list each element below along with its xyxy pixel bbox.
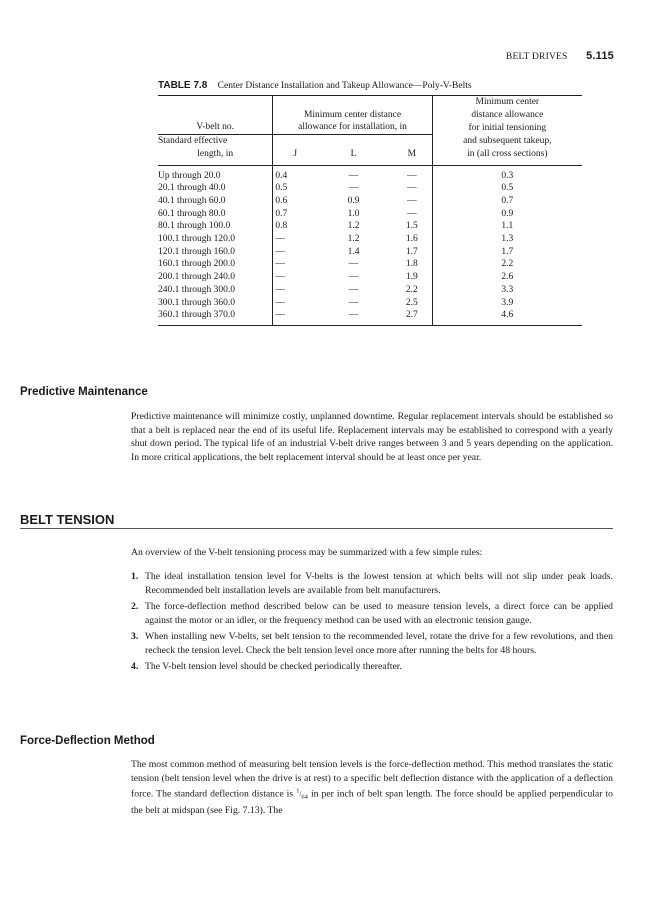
force-deflection-heading: Force-Deflection Method bbox=[20, 735, 155, 747]
row-takeup-cell: 1.7 bbox=[432, 246, 582, 259]
row-takeup-cell: 0.5 bbox=[432, 182, 582, 195]
table-body bbox=[158, 166, 582, 325]
row-length-cell: 160.1 through 200.0 bbox=[158, 259, 236, 270]
row-takeup-cell: 3.9 bbox=[432, 297, 582, 310]
row-l-cell: — bbox=[348, 272, 359, 283]
table-row bbox=[158, 220, 582, 233]
row-m-cell: 1.8 bbox=[405, 259, 418, 270]
predictive-paragraph: Predictive maintenance will minimize costly, unplanned downtime. Regular replacement intervals should be established so that a belt is replaced near the end of its useful life. Replacement intervals may be established to correspond with a yearly shut down period. The typical life of an industrial V-belt drive ranges between 3 and 5 years depending on the application. In more critical applications, the belt replacement interval should be at least once per year. bbox=[131, 411, 613, 463]
row-j-cell: 0.8 bbox=[273, 220, 315, 233]
col-header-m: M bbox=[407, 148, 417, 159]
table-row bbox=[158, 233, 582, 246]
min-center-header-line2: allowance for installation, in bbox=[273, 121, 432, 134]
col-header-j: J bbox=[273, 148, 315, 165]
row-length-cell: 60.1 through 80.0 bbox=[158, 208, 226, 219]
belt-no-header-line1: V-belt no. bbox=[158, 121, 273, 134]
table-row bbox=[158, 166, 582, 183]
tension-rules-list bbox=[131, 570, 613, 677]
row-j-cell: 0.7 bbox=[273, 208, 315, 221]
col-header-l: L bbox=[350, 148, 357, 159]
table-row bbox=[158, 258, 582, 271]
row-l-cell: 1.4 bbox=[347, 246, 360, 257]
table-bottom-rule bbox=[158, 325, 582, 326]
row-m-cell: — bbox=[407, 170, 417, 181]
list-item bbox=[131, 570, 613, 597]
row-m-cell: 1.9 bbox=[405, 272, 418, 283]
belt-tension-heading: BELT TENSION bbox=[20, 512, 613, 529]
row-l-cell: 0.9 bbox=[347, 195, 360, 206]
table-label: TABLE 7.8 bbox=[158, 80, 208, 91]
row-m-cell: 1.6 bbox=[405, 234, 418, 245]
row-length-cell: Up through 20.0 bbox=[158, 170, 221, 181]
takeup-header-line5: in (all cross sections) bbox=[432, 148, 582, 165]
row-length-cell: 200.1 through 240.0 bbox=[158, 272, 236, 283]
table-caption bbox=[158, 80, 472, 91]
force-deflection-text-1: The most common method of measuring belt tension levels is the force-deflection method. This method translates the static tension (belt tension level when the drive is at rest) to a specific belt deflection distance with the application of a deflection force. The standard deflection distance is bbox=[131, 759, 613, 800]
table-row bbox=[158, 182, 582, 195]
belt-tension-intro: An overview of the V-belt tensioning process may be summarized with a few simple rules: bbox=[131, 547, 483, 558]
running-head bbox=[506, 50, 614, 62]
rule-text: The V-belt tension level should be checked periodically thereafter. bbox=[145, 661, 402, 672]
takeup-header-line4: and subsequent takeup, bbox=[432, 135, 582, 148]
row-takeup-cell: 0.3 bbox=[432, 166, 582, 183]
row-m-cell: — bbox=[407, 208, 417, 219]
takeup-header-line3: for initial tensioning bbox=[432, 121, 582, 134]
takeup-header-line1: Minimum center bbox=[432, 96, 582, 109]
row-length-cell: 20.1 through 40.0 bbox=[158, 183, 226, 194]
table-row bbox=[158, 284, 582, 297]
table-row bbox=[158, 195, 582, 208]
row-length-cell: 80.1 through 100.0 bbox=[158, 221, 231, 232]
row-j-cell: — bbox=[273, 271, 315, 284]
fraction-numerator: 1 bbox=[296, 788, 300, 795]
row-j-cell: — bbox=[273, 297, 315, 310]
row-length-cell: 240.1 through 300.0 bbox=[158, 284, 236, 295]
force-deflection-paragraph bbox=[131, 758, 613, 818]
row-l-cell: — bbox=[348, 170, 359, 181]
rule-number: 2. bbox=[131, 601, 139, 612]
belt-no-header-line3: length, in bbox=[197, 148, 234, 159]
rule-text: The ideal installation tension level for V-belts is the lowest tension at which belts will not slip under peak loads. Recommended belt installation levels are available from belt manufacturers. bbox=[145, 571, 613, 596]
predictive-heading: Predictive Maintenance bbox=[20, 386, 148, 398]
rule-text: The force-deflection method described below can be used to measure tension levels, a direct force can be applied against the motor or an idler, or the frequency method can be used with an electronic tension gauge. bbox=[145, 601, 613, 626]
running-head-section: BELT DRIVES bbox=[505, 52, 568, 62]
row-takeup-cell: 4.6 bbox=[432, 309, 582, 325]
row-length-cell: 360.1 through 370.0 bbox=[158, 310, 236, 321]
table-row bbox=[158, 208, 582, 221]
force-deflection-text-2: in per inch of belt span length. The force should be applied perpendicular to the belt at midspan (see Fig. 7.13). The bbox=[131, 788, 614, 817]
row-j-cell: — bbox=[273, 246, 315, 259]
belt-no-header-line2: Standard effective bbox=[158, 136, 228, 147]
row-j-cell: 0.5 bbox=[273, 182, 315, 195]
row-length-cell: 120.1 through 160.0 bbox=[158, 246, 236, 257]
row-j-cell: 0.4 bbox=[273, 166, 315, 183]
fraction-denominator: 64 bbox=[301, 793, 308, 801]
belt-table bbox=[158, 95, 582, 326]
row-m-cell: 2.7 bbox=[405, 310, 418, 321]
row-m-cell: — bbox=[407, 195, 417, 206]
row-length-cell: 100.1 through 120.0 bbox=[158, 234, 236, 245]
row-j-cell: 0.6 bbox=[273, 195, 315, 208]
row-m-cell: 1.5 bbox=[405, 221, 418, 232]
row-length-cell: 300.1 through 360.0 bbox=[158, 297, 236, 308]
rule-number: 3. bbox=[131, 631, 139, 642]
list-item bbox=[131, 630, 613, 657]
table-row bbox=[158, 271, 582, 284]
row-takeup-cell: 1.3 bbox=[432, 233, 582, 246]
page-number: 5.115 bbox=[586, 50, 614, 62]
table-row bbox=[158, 246, 582, 259]
row-l-cell: 1.2 bbox=[347, 221, 360, 232]
row-length-cell: 40.1 through 60.0 bbox=[158, 195, 226, 206]
row-takeup-cell: 2.6 bbox=[432, 271, 582, 284]
row-l-cell: 1.2 bbox=[347, 234, 360, 245]
row-j-cell: — bbox=[273, 233, 315, 246]
row-takeup-cell: 0.9 bbox=[432, 208, 582, 221]
list-item bbox=[131, 660, 613, 674]
row-l-cell: — bbox=[348, 297, 359, 308]
row-l-cell: — bbox=[348, 310, 359, 321]
rule-number: 4. bbox=[131, 661, 139, 672]
table-row bbox=[158, 297, 582, 310]
row-l-cell: — bbox=[348, 183, 359, 194]
row-l-cell: — bbox=[348, 284, 359, 295]
belt-data-table bbox=[158, 96, 582, 325]
list-item bbox=[131, 600, 613, 627]
row-takeup-cell: 1.1 bbox=[432, 220, 582, 233]
rule-number: 1. bbox=[131, 571, 139, 582]
takeup-header-line2: distance allowance bbox=[432, 109, 582, 122]
row-l-cell: 1.0 bbox=[347, 208, 360, 219]
table-title: Center Distance Installation and Takeup Allowance—Poly-V-Belts bbox=[217, 81, 472, 91]
table-row bbox=[158, 309, 582, 325]
row-m-cell: 2.2 bbox=[405, 284, 418, 295]
row-j-cell: — bbox=[273, 284, 315, 297]
row-takeup-cell: 2.2 bbox=[432, 258, 582, 271]
min-center-header-line1: Minimum center distance bbox=[273, 109, 432, 122]
rule-text: When installing new V-belts, set belt tension to the recommended level, rotate the drive for a few revolutions, and then recheck the tension level. Check the belt tension level once more after running the belts for 48 hours. bbox=[145, 631, 613, 656]
row-takeup-cell: 3.3 bbox=[432, 284, 582, 297]
deflection-fraction: $^1/_{64}$ bbox=[296, 788, 308, 801]
row-j-cell: — bbox=[273, 309, 315, 325]
row-m-cell: 2.5 bbox=[405, 297, 418, 308]
row-l-cell: — bbox=[348, 259, 359, 270]
row-m-cell: 1.7 bbox=[405, 246, 418, 257]
row-j-cell: — bbox=[273, 258, 315, 271]
row-m-cell: — bbox=[407, 183, 417, 194]
row-takeup-cell: 0.7 bbox=[432, 195, 582, 208]
